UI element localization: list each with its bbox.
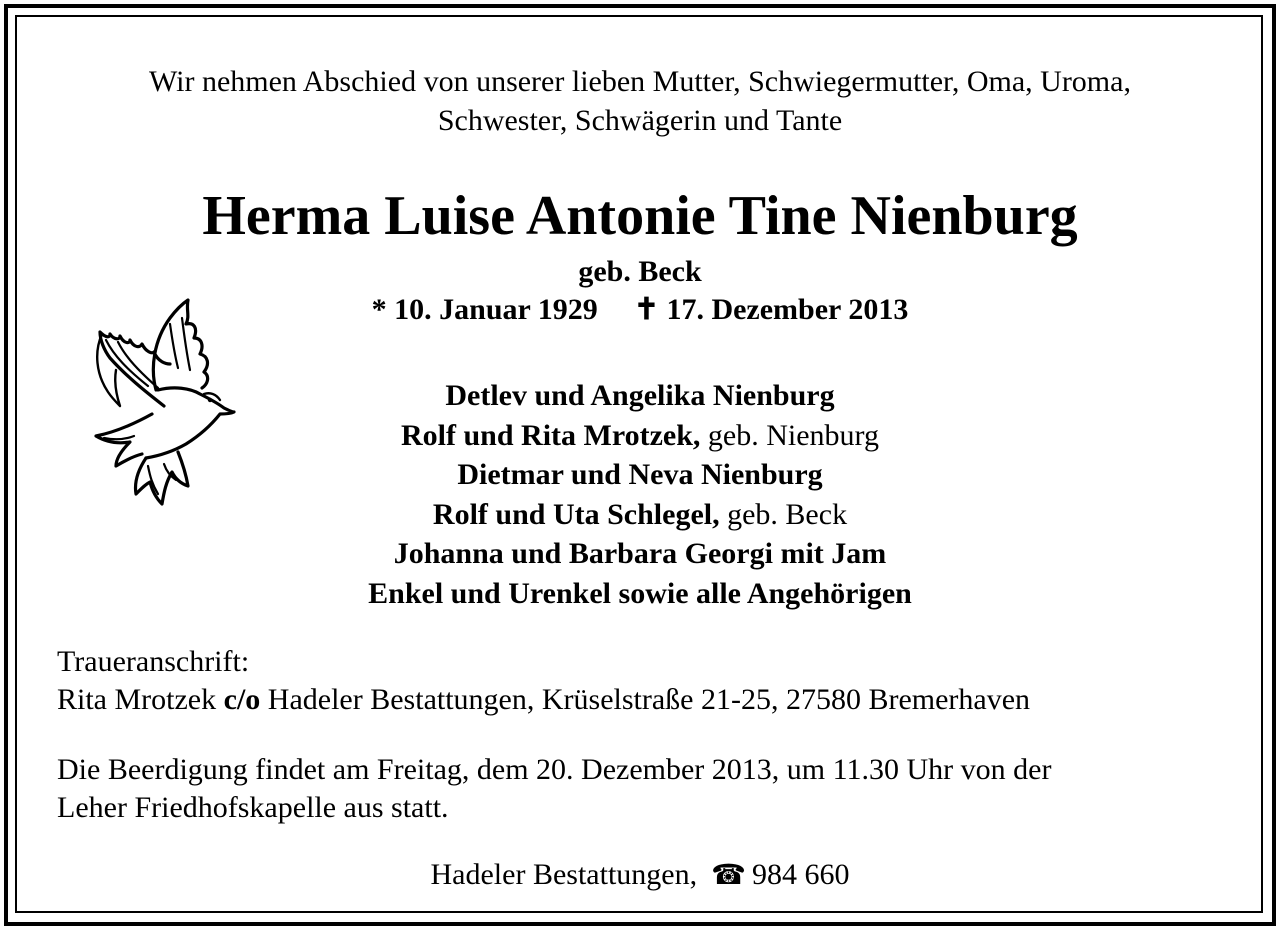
mourner-line: Rolf und Uta Schlegel, geb. Beck	[432, 497, 848, 531]
mourner-line: Dietmar und Neva Nienburg	[457, 458, 823, 491]
intro-line-2: Schwester, Schwägerin und Tante	[437, 104, 843, 137]
deceased-name: Herma Luise Antonie Tine Nienburg	[202, 185, 1078, 247]
mourners-list	[0, 376, 1280, 613]
funeral-line-1: Die Beerdigung findet am Freitag, dem 20. Dezember 2013, um 11.30 Uhr von der	[57, 753, 1052, 786]
intro-line-1: Wir nehmen Abschied von unserer lieben Mutter, Schwiegermutter, Oma, Uroma,	[149, 65, 1131, 98]
intro-text	[0, 62, 1280, 140]
funeral-line-2: Leher Friedhofskapelle aus statt.	[57, 791, 449, 824]
phone-icon: ☎	[711, 858, 746, 891]
mourning-address	[57, 643, 1030, 719]
address-line: Rita Mrotzek c/o Hadeler Bestattungen, Krüselstraße 21-25, 27580 Bremerhaven	[57, 683, 1031, 716]
birth-name: geb. Beck	[578, 255, 702, 288]
funeral-notice	[57, 751, 1051, 827]
address-label: Traueranschrift:	[57, 645, 250, 678]
mourner-line: Johanna und Barbara Georgi mit Jam	[393, 537, 887, 570]
birth-date: * 10. Januar 1929	[371, 293, 598, 326]
footer-contact	[0, 857, 1280, 893]
mourner-line: Rolf und Rita Mrotzek, geb. Nienburg	[400, 418, 880, 452]
death-date: ✝ 17. Dezember 2013	[633, 293, 909, 326]
phone-number: 984 660	[751, 858, 850, 891]
funeral-home-name: Hadeler Bestattungen,	[430, 858, 698, 891]
mourner-line: Enkel und Urenkel sowie alle Angehörigen	[368, 576, 912, 610]
mourner-line: Detlev und Angelika Nienburg	[445, 379, 835, 412]
